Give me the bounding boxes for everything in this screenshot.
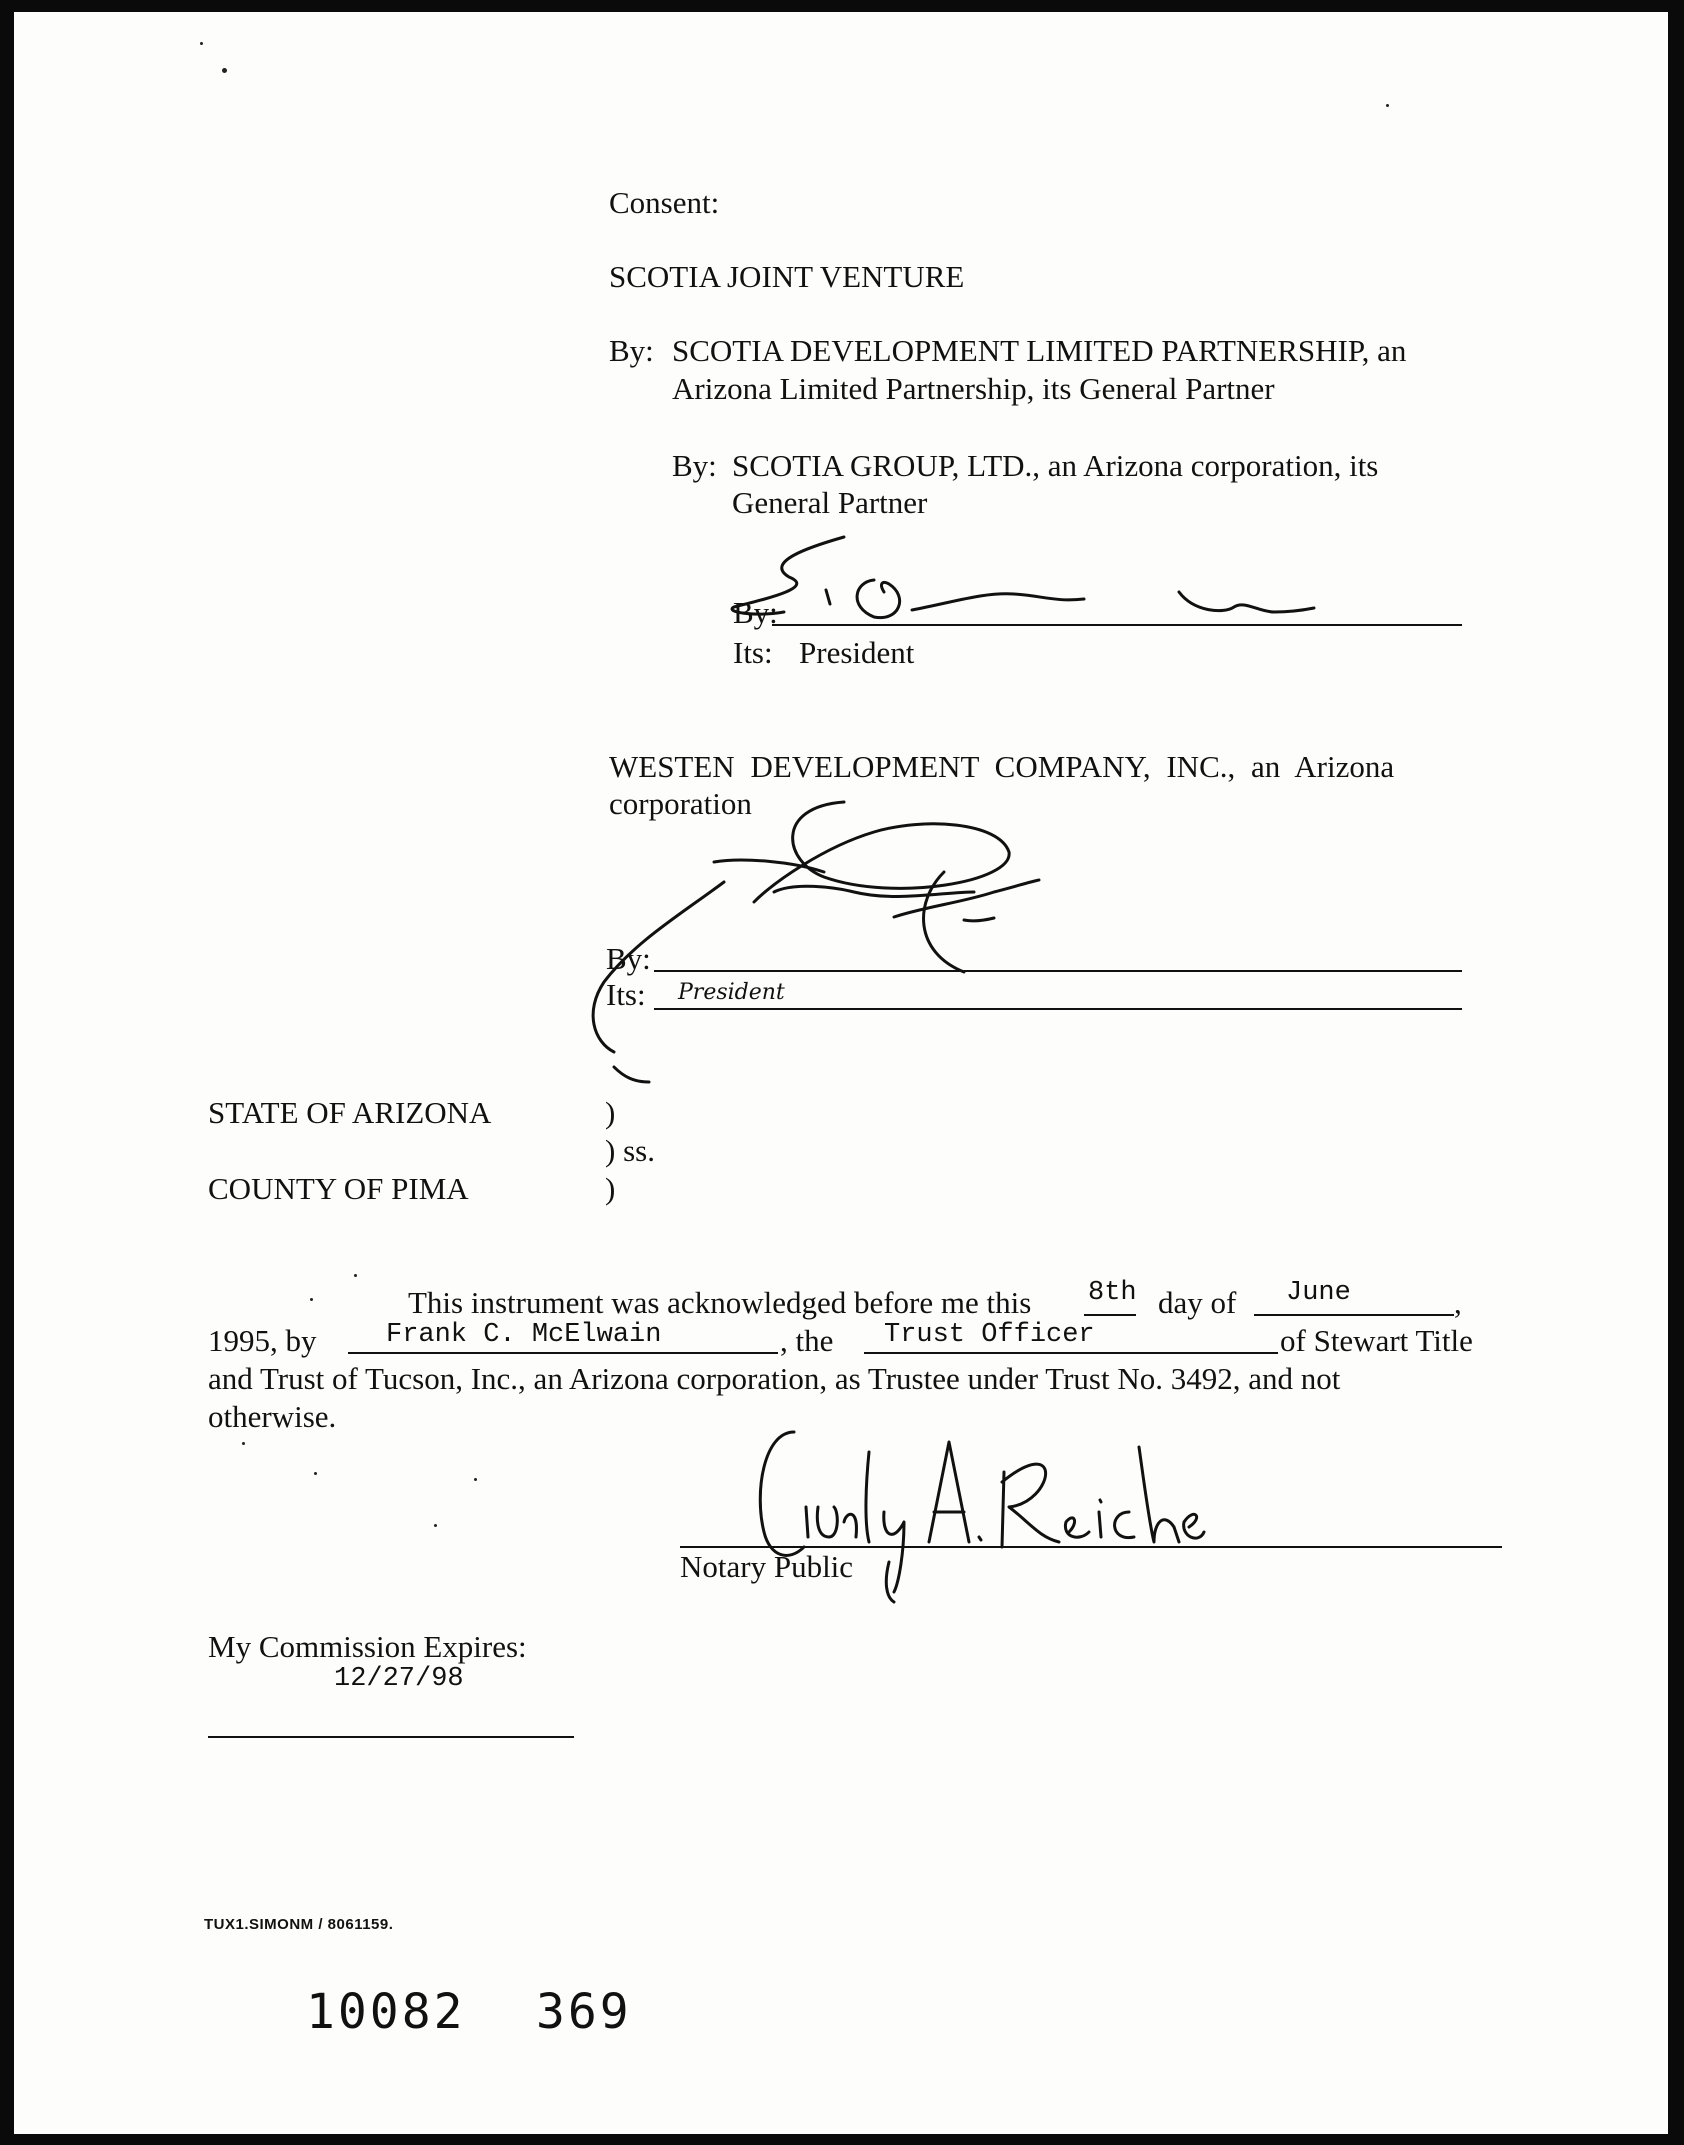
westen-line2: corporation xyxy=(609,786,752,821)
scotia-signature-line xyxy=(772,624,1462,626)
scotia-its-value: President xyxy=(799,635,915,670)
westen-its-handwritten: President xyxy=(678,980,785,1005)
ack-name-line xyxy=(348,1352,778,1354)
ack-name: Frank C. McElwain xyxy=(386,1320,662,1350)
ack-text-b: day of xyxy=(1158,1285,1237,1320)
westen-line1-text: WESTEN DEVELOPMENT COMPANY, INC., an Arizona xyxy=(609,749,1395,784)
westen-president-signature xyxy=(594,782,1214,1132)
footer-doc-id: TUX1.SIMONM / 8061159. xyxy=(204,1916,394,1933)
venue-ss: ) ss. xyxy=(605,1133,655,1168)
venue-paren-top: ) xyxy=(605,1095,616,1130)
by1-line1: SCOTIA DEVELOPMENT LIMITED PARTNERSHIP, an xyxy=(672,333,1407,368)
consent-entity: SCOTIA JOINT VENTURE xyxy=(609,259,965,294)
scotia-its-label: Its: xyxy=(733,635,773,670)
by1-prefix: By: xyxy=(609,333,654,368)
scan-speck xyxy=(434,1524,437,1527)
notary-label: Notary Public xyxy=(680,1549,854,1584)
westen-by-label: By: xyxy=(606,941,651,976)
ack-line4: otherwise. xyxy=(208,1399,337,1434)
by2-line1: SCOTIA GROUP, LTD., an Arizona corporation, its xyxy=(732,448,1379,483)
scan-speck xyxy=(310,1298,313,1301)
ack-day-line xyxy=(1084,1314,1136,1316)
venue-county: COUNTY OF PIMA xyxy=(208,1171,469,1206)
commission-label: My Commission Expires: xyxy=(208,1629,527,1664)
scotia-by-label: By: xyxy=(733,595,778,630)
westen-its-label: Its: xyxy=(606,977,646,1012)
scan-speck xyxy=(1386,104,1389,107)
ack-text-d: of Stewart Title xyxy=(1280,1323,1473,1358)
westen-by-line xyxy=(654,970,1462,972)
ack-day: 8th xyxy=(1088,1278,1137,1308)
venue-paren-bottom: ) xyxy=(605,1171,616,1206)
westen-its-line xyxy=(654,1008,1462,1010)
scan-speck xyxy=(314,1472,317,1475)
document-page xyxy=(14,12,1668,2134)
venue-state: STATE OF ARIZONA xyxy=(208,1095,492,1130)
scan-speck xyxy=(242,1442,245,1445)
ack-month-line xyxy=(1254,1314,1454,1316)
footer-stamp-a: 10082 xyxy=(306,1984,466,2040)
ack-month: June xyxy=(1286,1278,1351,1308)
by1-line2: Arizona Limited Partnership, its General Partner xyxy=(672,371,1275,406)
footer-stamp-b: 369 xyxy=(536,1984,632,2040)
commission-date: 12/27/98 xyxy=(334,1664,464,1694)
ack-line3: and Trust of Tucson, Inc., an Arizona corporation, as Trustee under Trust No. 3492, and not xyxy=(208,1361,1341,1396)
consent-heading: Consent: xyxy=(609,185,720,220)
scotia-president-signature xyxy=(714,522,1354,632)
ack-year: 1995, by xyxy=(208,1323,317,1358)
ack-comma: , xyxy=(1454,1285,1462,1320)
scan-speck xyxy=(474,1478,477,1481)
westen-line1 xyxy=(609,748,1463,786)
ack-text-a: This instrument was acknowledged before me this xyxy=(408,1285,1032,1320)
by2-line2: General Partner xyxy=(732,485,928,520)
scan-speck xyxy=(200,42,203,45)
ack-title: Trust Officer xyxy=(884,1320,1095,1350)
scan-speck xyxy=(354,1274,357,1277)
by2-prefix: By: xyxy=(672,448,717,483)
scan-speck xyxy=(222,68,227,73)
commission-line xyxy=(208,1736,574,1738)
ack-title-line xyxy=(864,1352,1278,1354)
ack-text-c: , the xyxy=(780,1323,834,1358)
